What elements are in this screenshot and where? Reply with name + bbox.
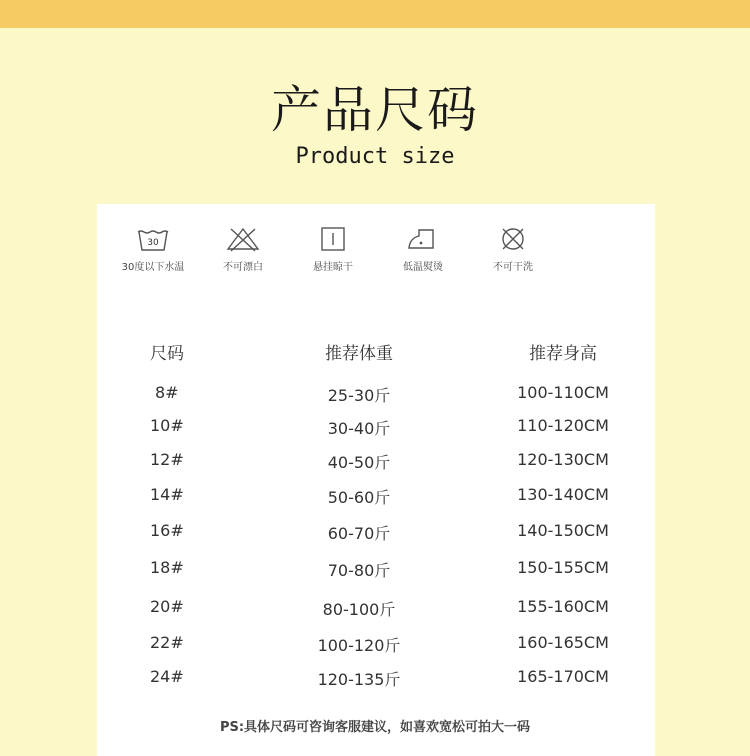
table-row-weight: 80-100斤 [322, 600, 396, 619]
table-row-weight: 25-30斤 [327, 386, 391, 405]
table-row-weight: 50-60斤 [327, 488, 391, 507]
table-row-weight: 100-120斤 [317, 636, 401, 655]
table-row-height: 140-150CM [517, 521, 609, 540]
care-item-no-dry [468, 226, 558, 286]
page-title: 产品尺码 [271, 81, 479, 139]
table-row-size: 8# [155, 383, 179, 402]
wash-30-icon [135, 226, 171, 252]
care-label-no-dry: 不可干洗 [493, 262, 533, 273]
size-note: PS:具体尺码可咨询客服建议，如喜欢宽松可拍大一码 [219, 720, 531, 735]
table-row-size: 16# [150, 521, 184, 540]
hang-dry-icon [315, 226, 351, 252]
care-label-wash: 30度以下水温 [121, 262, 185, 273]
table-row-height: 160-165CM [517, 633, 609, 652]
table-row-size: 22# [150, 633, 184, 652]
care-label-hang-dry: 悬挂晾干 [313, 262, 353, 273]
table-row-size: 18# [150, 558, 184, 577]
table-row-size: 12# [150, 450, 184, 469]
table-row-height: 100-110CM [517, 383, 609, 402]
no-bleach-icon [225, 226, 261, 252]
header-size: 尺码 [150, 344, 184, 364]
table-row-size: 24# [150, 667, 184, 686]
no-tumble-dry-icon [495, 226, 531, 252]
care-item-wash [108, 226, 198, 286]
care-label-low-iron: 低温熨烫 [403, 262, 443, 273]
top-band [0, 0, 750, 28]
care-item-hang-dry [288, 226, 378, 286]
table-row-height: 165-170CM [517, 667, 609, 686]
table-row-size: 10# [150, 416, 184, 435]
care-item-no-bleach [198, 226, 288, 286]
table-row-height: 130-140CM [517, 485, 609, 504]
table-row-size: 14# [150, 485, 184, 504]
table-row-weight: 70-80斤 [327, 561, 391, 580]
low-iron-icon [405, 226, 441, 252]
table-row-height: 110-120CM [517, 416, 609, 435]
table-row-weight: 60-70斤 [327, 524, 391, 543]
header-weight: 推荐体重 [325, 344, 393, 364]
table-row-weight: 30-40斤 [327, 419, 391, 438]
table-row-weight: 120-135斤 [317, 670, 401, 689]
table-row-weight: 40-50斤 [327, 453, 391, 472]
table-row-height: 120-130CM [517, 450, 609, 469]
care-item-low-iron [378, 226, 468, 286]
table-row-height: 150-155CM [517, 558, 609, 577]
table-row-size: 20# [150, 597, 184, 616]
table-row-height: 155-160CM [517, 597, 609, 616]
svg-text:30: 30 [147, 238, 159, 248]
header-height: 推荐身高 [529, 344, 597, 364]
care-instructions [108, 226, 558, 286]
care-label-no-bleach: 不可漂白 [223, 262, 263, 273]
page-subtitle: Product size [295, 144, 455, 169]
